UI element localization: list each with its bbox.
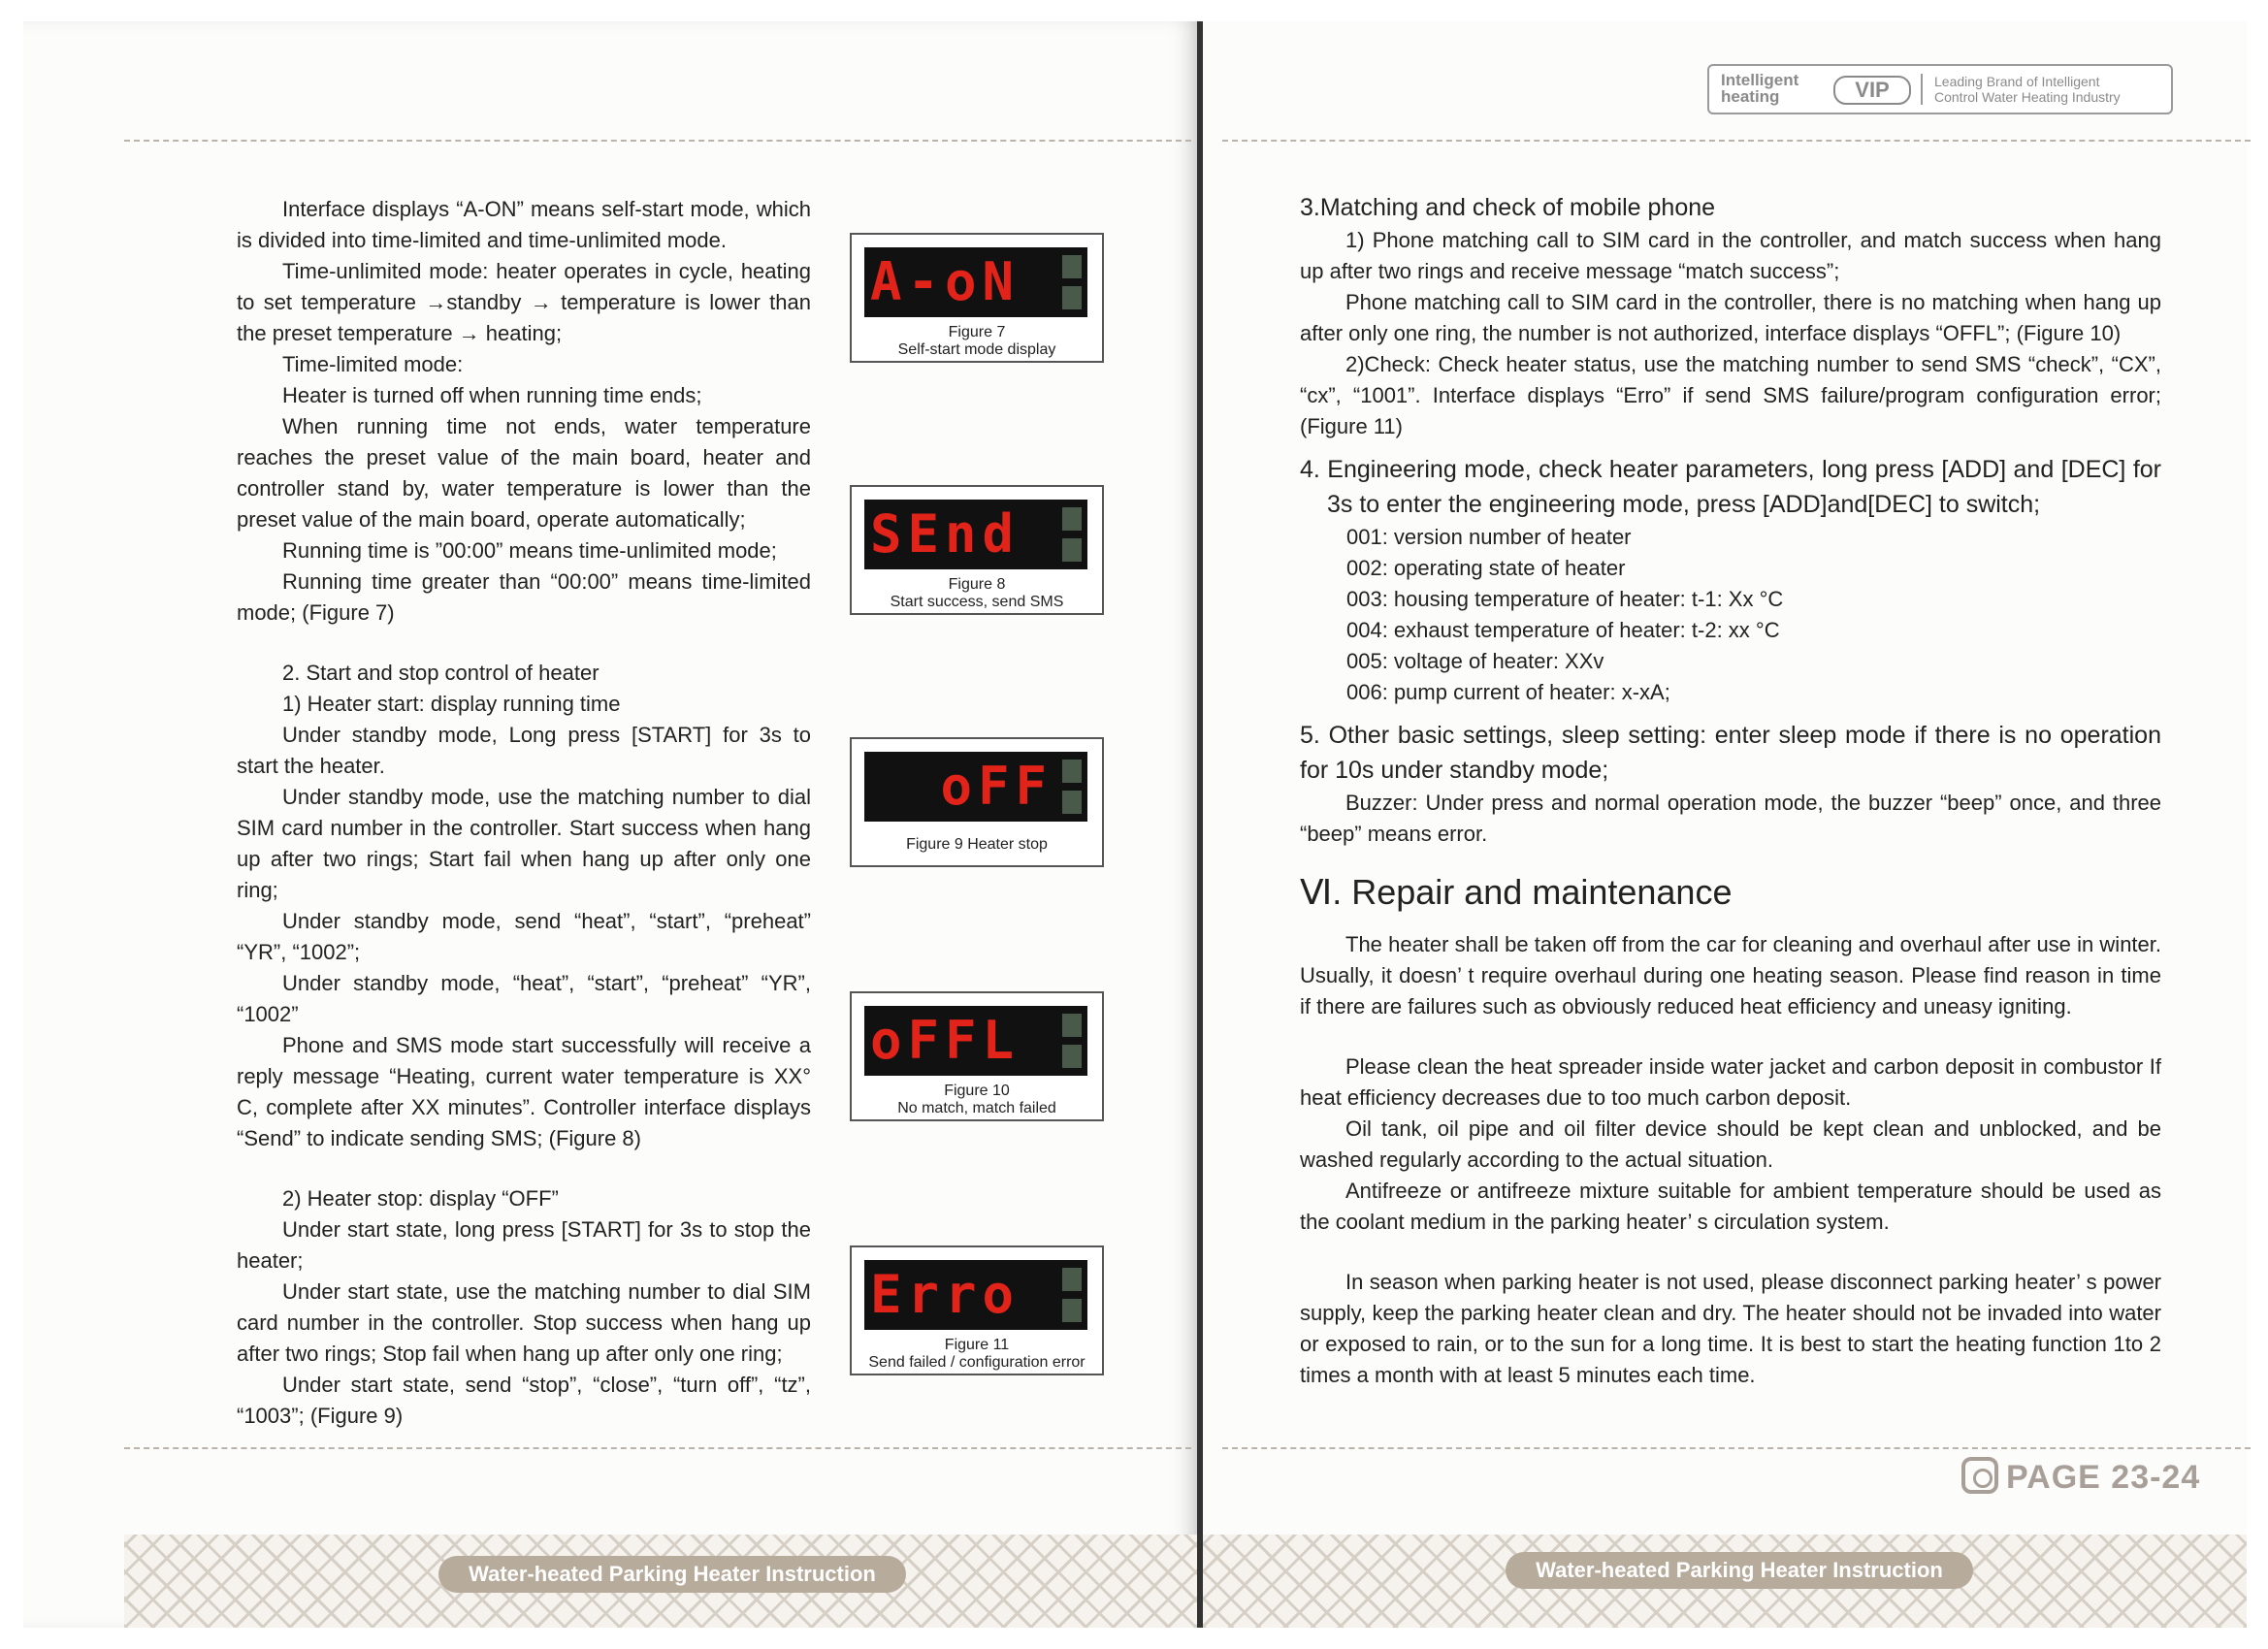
logo-text-intelligent: Intelligent [1721, 71, 1799, 89]
paragraph: Time-limited mode: [282, 352, 464, 376]
left-top-divider [124, 140, 1191, 142]
indicator-light [1062, 286, 1082, 309]
lcd-readout: oFFL [870, 1010, 1021, 1071]
list-item: 001: version number of heater [1346, 525, 1632, 549]
figure-8 [850, 485, 1104, 615]
figure-caption [852, 576, 1102, 611]
paragraph: Phone and SMS mode start successfully will receive a reply message “Heating, current water temperature is XX° C, complete after XX minutes”. Controller interface displays “Send” to indicate sending SMS; (Figure 8) [237, 1033, 811, 1150]
logo-text-heating: heating [1721, 87, 1780, 106]
paragraph: Running time greater than “00:00” means time-limited mode; (Figure 7) [237, 569, 811, 625]
paragraph: Under start state, long press [START] for 3s to stop the heater; [237, 1217, 811, 1273]
paragraph: Under standby mode, use the matching number to dial SIM card number in the controller. Start success when hang up after two rings; Start fail when hang up after only one ring; [237, 785, 811, 902]
brand-logo [1707, 64, 2173, 114]
figure-9 [850, 737, 1104, 867]
paragraph: Please clean the heat spreader inside water jacket and carbon deposit in combustor If heat efficiency decreases due to too much carbon deposit. [1300, 1054, 2161, 1110]
indicator-light [1062, 1299, 1082, 1322]
list-item: 006: pump current of heater: x-xA; [1346, 680, 1670, 704]
subheading: 2) Heater stop: display “OFF” [282, 1186, 559, 1211]
paragraph: Phone matching call to SIM card in the controller, there is no matching when hang up after only one ring, the number is not authorized, interface displays “OFFL”; (Figure 10) [1300, 290, 2161, 345]
lcd-readout: Erro [870, 1264, 1021, 1325]
paragraph: Running time is ”00:00” means time-unlimited mode; [282, 538, 777, 563]
left-footer-label: Water-heated Parking Heater Instruction [438, 1556, 906, 1593]
figure-caption [852, 836, 1102, 854]
figure-caption-line: Send failed / configuration error [868, 1354, 1085, 1371]
figure-caption-line: No match, match failed [897, 1100, 1056, 1116]
paragraph: Under start state, use the matching number to dial SIM card number in the controller. Stop success when hang up after two rings; Stop fail when hang up after only one ring; [237, 1279, 811, 1366]
paragraph: Time-unlimited mode: heater operates in cycle, heating to set temperature →standby → temperature is lower than the preset temperature → heating; [237, 259, 811, 345]
figure-caption [852, 324, 1102, 359]
step-heading: 3.Matching and check of mobile phone [1300, 194, 1716, 221]
left-bottom-divider [124, 1447, 1191, 1449]
figure-caption-line: Figure 11 [944, 1337, 1010, 1353]
subheading: 2. Start and stop control of heater [282, 661, 599, 685]
list-item: 004: exhaust temperature of heater: t-2: xx °C [1346, 618, 1780, 642]
indicator-light [1062, 1045, 1082, 1068]
right-footer-label: Water-heated Parking Heater Instruction [1506, 1552, 1973, 1589]
logo-wordmark [1721, 72, 1798, 105]
lcd-display [864, 500, 1087, 569]
lcd-readout: A-oN [870, 251, 1021, 312]
indicator-light [1062, 1268, 1082, 1291]
logo-tagline-line: Leading Brand of Intelligent [1934, 74, 2100, 89]
paragraph: Under standby mode, “heat”, “start”, “preheat” “YR”, “1002” [237, 971, 811, 1026]
list-item: 005: voltage of heater: XXv [1346, 649, 1604, 673]
right-bottom-divider [1222, 1447, 2251, 1449]
paragraph: Interface displays “A-ON” means self-start mode, which is divided into time-limited and time-unlimited mode. [237, 197, 811, 252]
logo-divider [1921, 74, 1923, 105]
paragraph: Under standby mode, send “heat”, “start”, “preheat” “YR”, “1002”; [237, 909, 811, 964]
figure-caption-line: Figure 8 [948, 576, 1006, 593]
figure-caption-line: Self-start mode display [897, 341, 1056, 358]
figure-caption [852, 1083, 1102, 1117]
right-top-divider [1222, 140, 2251, 142]
lcd-display [864, 1260, 1087, 1330]
list-item: 003: housing temperature of heater: t-1: Xx °C [1346, 587, 1784, 611]
page-number-text: PAGE 23-24 [2006, 1459, 2201, 1496]
indicator-light [1062, 791, 1082, 814]
lcd-display [864, 752, 1087, 822]
logo-tagline-line: Control Water Heating Industry [1934, 89, 2121, 105]
gear-icon [1961, 1457, 1998, 1494]
step-heading: 5. Other basic settings, sleep setting: enter sleep mode if there is no operation for 10s under standby mode; [1300, 722, 2161, 784]
paragraph: In season when parking heater is not used, please disconnect parking heater’ s power supply, keep the parking heater clean and dry. The heater should not be invaded into water or exposed to rain, or to the sun for a long time. It is best to start the heating function 1to 2 times a month with at least 5 minutes each time. [1300, 1270, 2161, 1387]
right-text-column [1300, 190, 2161, 1391]
paragraph: Buzzer: Under press and normal operation mode, the buzzer “beep” once, and three “beep” means error. [1300, 791, 2161, 846]
list-item: 002: operating state of heater [1346, 556, 1626, 580]
logo-tagline [1934, 74, 2121, 105]
engineering-code-list [1300, 522, 2161, 708]
page-number [1961, 1457, 2200, 1497]
indicator-light [1062, 760, 1082, 783]
indicator-light [1062, 507, 1082, 531]
paragraph: When running time not ends, water temperature reaches the preset value of the main board, heater and controller stand by, water temperature is lower than the preset value of the main board, operate automatically; [237, 414, 811, 532]
paragraph: 1) Phone matching call to SIM card in the controller, and match success when hang up after two rings and receive message “match success”; [1300, 228, 2161, 283]
paragraph: Antifreeze or antifreeze mixture suitable for ambient temperature should be used as the coolant medium in the parking heater’ s circulation system. [1300, 1179, 2161, 1234]
figure-10 [850, 991, 1104, 1121]
figure-caption-line: Figure 7 [948, 324, 1006, 340]
paragraph: Oil tank, oil pipe and oil filter device should be kept clean and unblocked, and be washed regularly according to the actual situation. [1300, 1116, 2161, 1172]
paragraph: The heater shall be taken off from the car for cleaning and overhaul after use in winter. Usually, it doesn’ t require overhaul during one heating season. Please find reason in time if there are failures such as obviously reduced heat efficiency and uneasy igniting. [1300, 932, 2161, 1018]
step-heading: 4. Engineering mode, check heater parameters, long press [ADD] and [DEC] for 3s to enter the engineering mode, press [ADD]and[DEC] to switch; [1300, 456, 2161, 518]
paragraph: 2)Check: Check heater status, use the matching number to send SMS “check”, “CX”, “cx”, “1001”. Interface displays “Erro” if send SMS failure/program configuration error; (Figure 11) [1300, 352, 2161, 438]
section-title: Ⅵ. Repair and maintenance [1300, 872, 1733, 912]
lcd-readout: oFF [940, 756, 1053, 817]
subheading: 1) Heater start: display running time [282, 692, 621, 716]
indicator-light [1062, 1014, 1082, 1037]
indicator-light [1062, 255, 1082, 278]
figure-caption-line: Figure 10 [944, 1083, 1010, 1099]
figure-11 [850, 1245, 1104, 1375]
figure-7 [850, 233, 1104, 363]
figure-caption-line: Figure 9 Heater stop [906, 836, 1048, 853]
paragraph: Under standby mode, Long press [START] for 3s to start the heater. [237, 723, 811, 778]
lcd-display [864, 247, 1087, 317]
lcd-display [864, 1006, 1087, 1076]
figure-caption [852, 1337, 1102, 1372]
indicator-light [1062, 538, 1082, 562]
figure-caption-line: Start success, send SMS [890, 594, 1064, 610]
left-text-column [237, 194, 811, 1432]
vip-badge: VIP [1833, 76, 1911, 105]
lcd-readout: SEnd [870, 503, 1021, 565]
paragraph: Heater is turned off when running time ends; [282, 383, 702, 407]
paragraph: Under start state, send “stop”, “close”, “turn off”, “tz”, “1003”; (Figure 9) [237, 1373, 811, 1428]
